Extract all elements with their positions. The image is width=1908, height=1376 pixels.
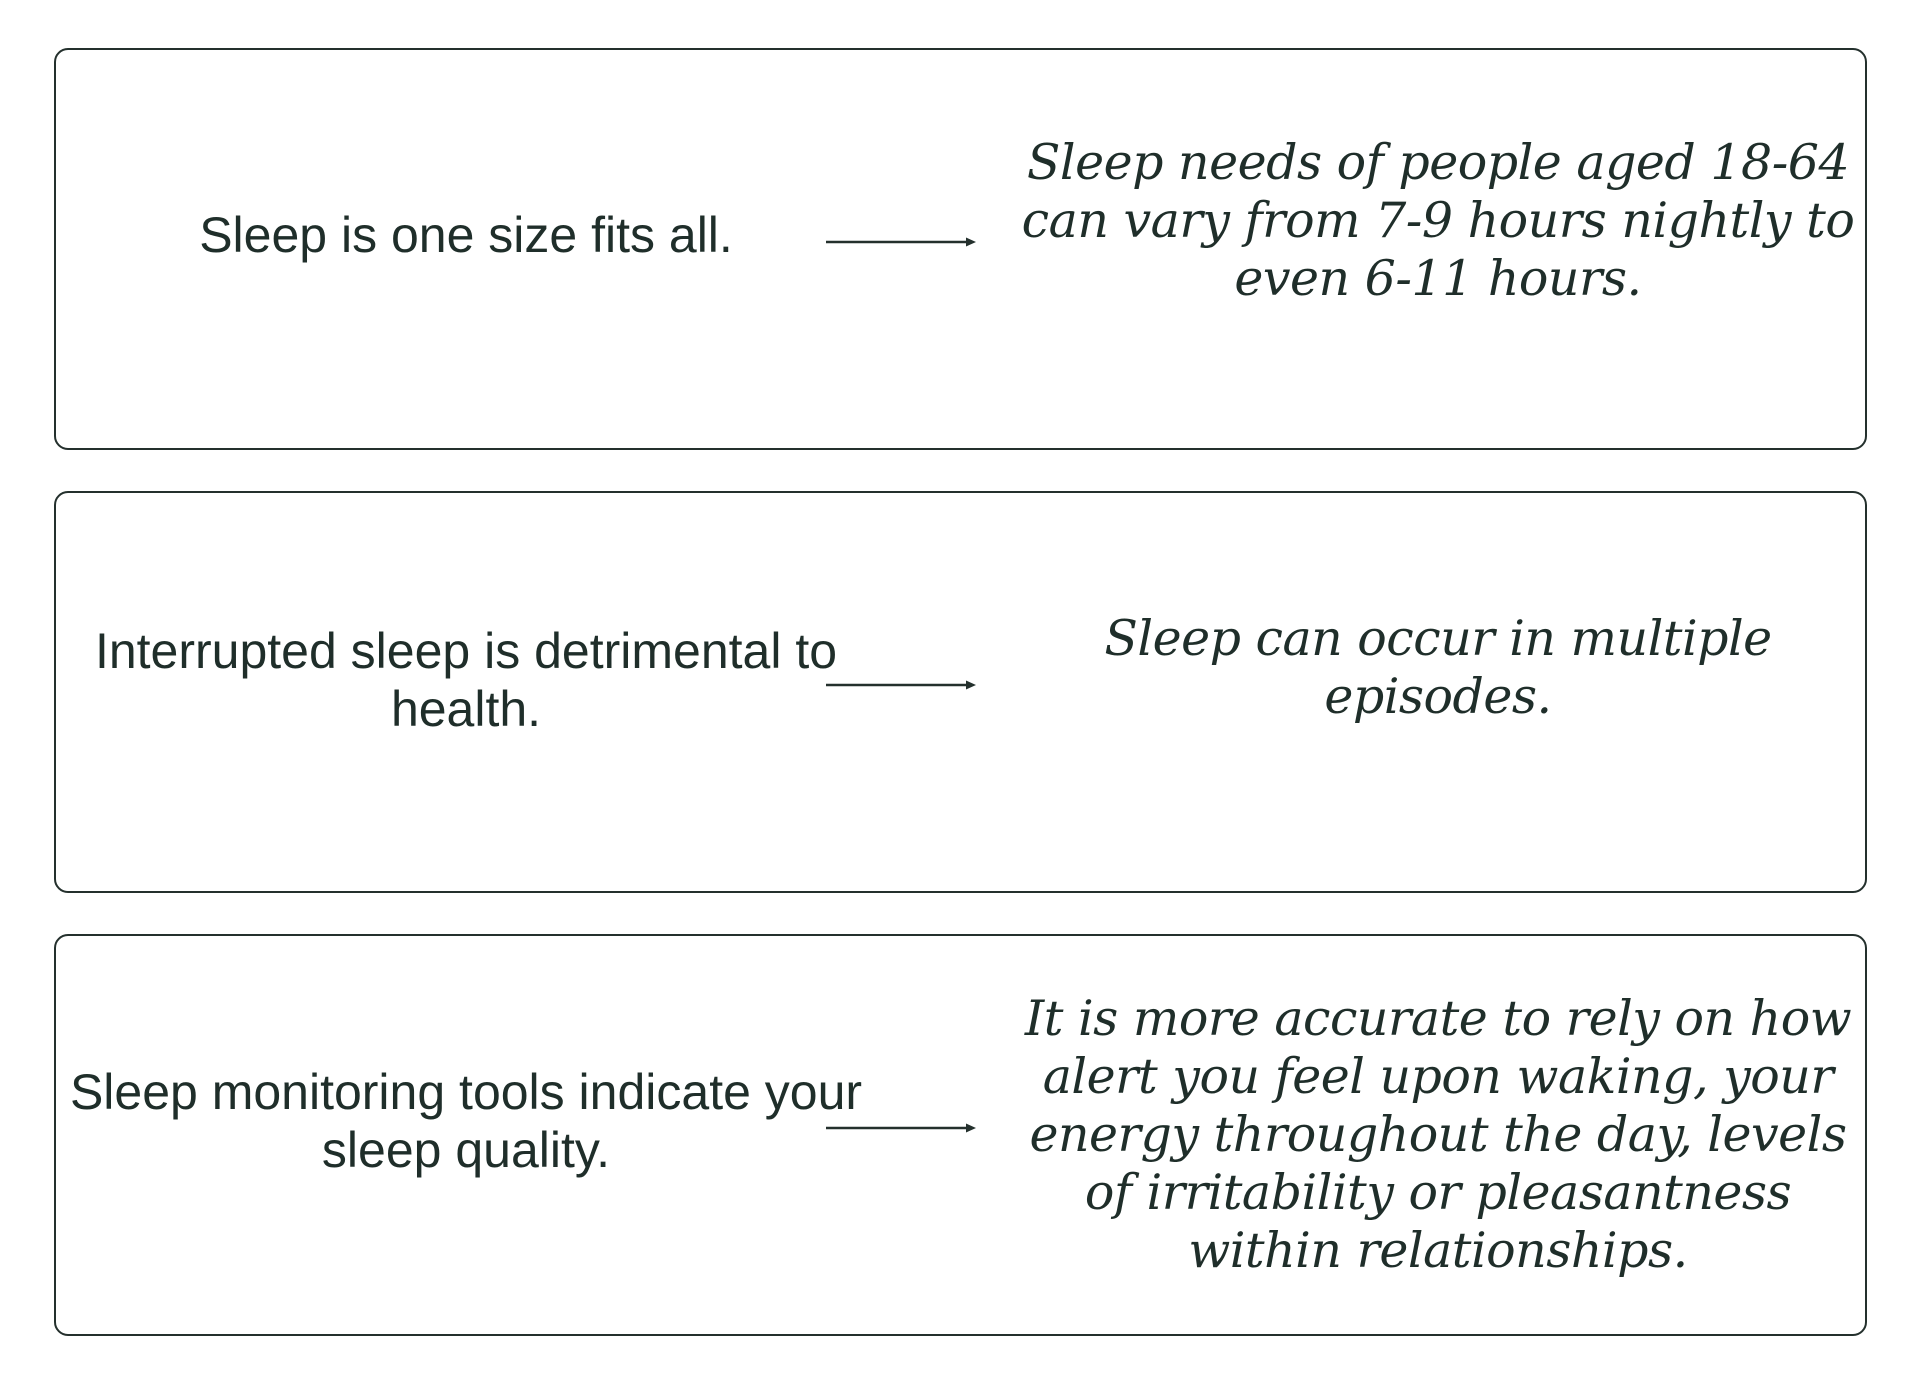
myth-fact-card-2 [54, 491, 1867, 893]
myth-fact-card-3 [54, 934, 1867, 1336]
fact-statement: It is more accurate to rely on how alert you feel upon waking, your energy throughout the day, levels of irritability or pleasantness within relationships. [1024, 990, 1852, 1279]
right-arrow-icon [826, 678, 976, 692]
fact-statement: Sleep can occur in multiple episodes. [1104, 610, 1772, 725]
myth-statement: Interrupted sleep is detrimental to health. [94, 623, 838, 737]
myth-statement: Sleep monitoring tools indicate your sleep quality. [69, 1064, 863, 1178]
right-arrow-icon [826, 235, 976, 249]
myth-fact-card-1 [54, 48, 1867, 450]
right-arrow-icon [826, 1121, 976, 1135]
fact-statement: Sleep needs of people aged 18-64 can vary from 7-9 hours nightly to even 6-11 hours. [1021, 134, 1855, 307]
myth-statement: Sleep is one size fits all. [199, 207, 733, 263]
